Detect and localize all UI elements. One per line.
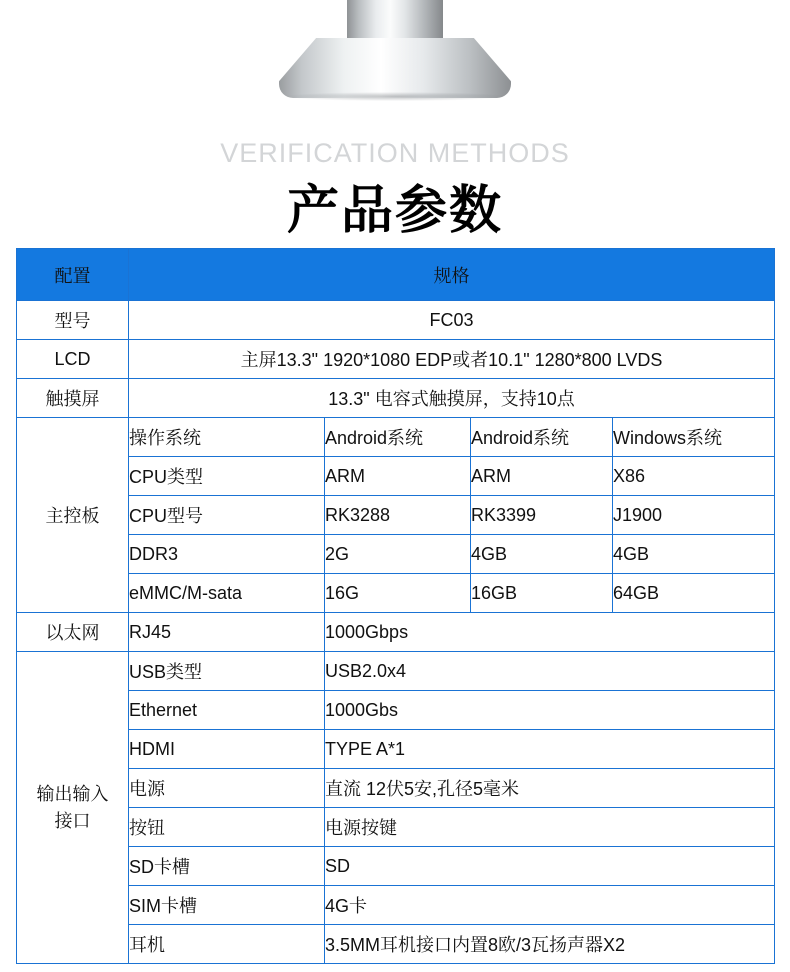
row-value-lcd: 主屏13.3" 1920*1080 EDP或者10.1" 1280*800 LVDS xyxy=(129,340,775,379)
mainboard-item-col2: 16GB xyxy=(471,574,613,613)
table-row xyxy=(17,535,775,574)
io-item-value: USB2.0x4 xyxy=(325,652,775,691)
mainboard-item-name: DDR3 xyxy=(129,535,325,574)
mainboard-item-col3: 4GB xyxy=(613,535,775,574)
io-item-name: SD卡槽 xyxy=(129,847,325,886)
row-label-lcd: LCD xyxy=(17,340,129,379)
page-title: 产品参数 xyxy=(286,181,503,241)
io-item-name: Ethernet xyxy=(129,691,325,730)
ethernet-item-value: 1000Gbps xyxy=(325,613,775,652)
mainboard-item-col1: ARM xyxy=(325,457,471,496)
mainboard-item-name: CPU型号 xyxy=(129,496,325,535)
mainboard-item-col1: 2G xyxy=(325,535,471,574)
header-cell-spec: 规格 xyxy=(129,249,775,301)
mainboard-item-col3: Windows系统 xyxy=(613,418,775,457)
table-row xyxy=(17,925,775,964)
mainboard-item-name: CPU类型 xyxy=(129,457,325,496)
row-label-touchscreen: 触摸屏 xyxy=(17,379,129,418)
row-label-model: 型号 xyxy=(17,301,129,340)
mainboard-item-name: eMMC/M-sata xyxy=(129,574,325,613)
row-value-touchscreen: 13.3" 电容式触摸屏，支持10点 xyxy=(129,379,775,418)
io-item-name: SIM卡槽 xyxy=(129,886,325,925)
mainboard-item-col2: Android系统 xyxy=(471,418,613,457)
row-label-mainboard: 主控板 xyxy=(17,418,129,613)
io-item-value: SD xyxy=(325,847,775,886)
spec-table xyxy=(16,248,775,964)
table-row xyxy=(17,574,775,613)
table-row xyxy=(17,457,775,496)
mainboard-item-col3: J1900 xyxy=(613,496,775,535)
io-item-value: 直流 12伏5安,孔径5毫米 xyxy=(325,769,775,808)
table-row xyxy=(17,379,775,418)
mainboard-item-col2: 4GB xyxy=(471,535,613,574)
table-row xyxy=(17,340,775,379)
io-item-name: HDMI xyxy=(129,730,325,769)
io-item-value: 3.5MM耳机接口内置8欧/3瓦扬声器X2 xyxy=(325,925,775,964)
spec-table-wrapper xyxy=(0,248,790,964)
table-row xyxy=(17,418,775,457)
io-item-name: 按钮 xyxy=(129,808,325,847)
table-row xyxy=(17,496,775,535)
io-label-line2: 接口 xyxy=(54,810,91,831)
row-label-io xyxy=(17,652,129,964)
table-row xyxy=(17,652,775,691)
mainboard-item-col3: X86 xyxy=(613,457,775,496)
io-item-value: 4G卡 xyxy=(325,886,775,925)
stand-base xyxy=(279,38,511,98)
mainboard-item-col3: 64GB xyxy=(613,574,775,613)
mainboard-item-col2: RK3399 xyxy=(471,496,613,535)
hero-section xyxy=(0,0,790,248)
table-row xyxy=(17,886,775,925)
table-header-row xyxy=(17,249,775,301)
io-item-name: 电源 xyxy=(129,769,325,808)
io-item-name: 耳机 xyxy=(129,925,325,964)
mainboard-item-col1: RK3288 xyxy=(325,496,471,535)
mainboard-item-name: 操作系统 xyxy=(129,418,325,457)
io-label-line1: 输出输入 xyxy=(36,784,109,805)
io-item-value: 1000Gbs xyxy=(325,691,775,730)
table-row xyxy=(17,730,775,769)
monitor-stand-photo xyxy=(279,0,511,102)
io-item-value: 电源按键 xyxy=(325,808,775,847)
row-label-ethernet: 以太网 xyxy=(17,613,129,652)
table-row xyxy=(17,808,775,847)
table-row xyxy=(17,847,775,886)
table-row xyxy=(17,301,775,340)
mainboard-item-col1: Android系统 xyxy=(325,418,471,457)
table-row xyxy=(17,613,775,652)
io-item-value: TYPE A*1 xyxy=(325,730,775,769)
io-item-name: USB类型 xyxy=(129,652,325,691)
table-row xyxy=(17,691,775,730)
mainboard-item-col1: 16G xyxy=(325,574,471,613)
header-cell-config: 配置 xyxy=(17,249,129,301)
row-value-model: FC03 xyxy=(129,301,775,340)
hero-subtitle: VERIFICATION METHODS xyxy=(220,138,570,168)
table-row xyxy=(17,769,775,808)
ethernet-item-name: RJ45 xyxy=(129,613,325,652)
stand-shadow xyxy=(285,92,505,101)
mainboard-item-col2: ARM xyxy=(471,457,613,496)
